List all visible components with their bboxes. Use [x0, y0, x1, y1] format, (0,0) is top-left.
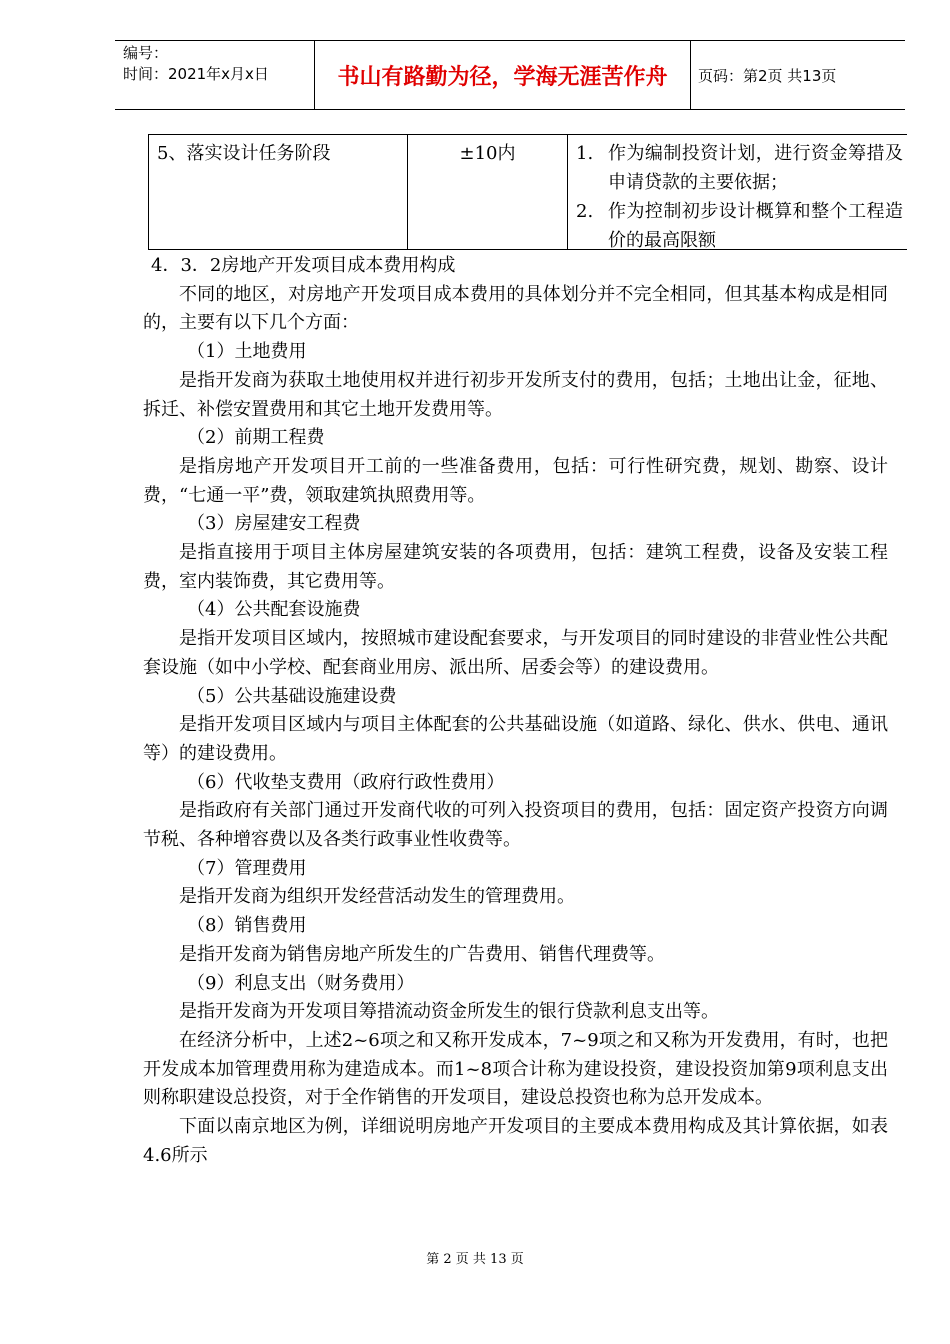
page-footer: 第 2 页 共 13 页	[426, 1252, 524, 1267]
accuracy-cell: ±10内	[408, 135, 568, 249]
cost-item-title: （7）管理费用	[187, 857, 307, 879]
cost-item-desc: 是指开发商为组织开发经营活动发生的管理费用。	[179, 886, 575, 908]
purpose-item-number: 2.	[576, 201, 594, 222]
purpose-cell	[568, 135, 907, 249]
header-meta	[115, 41, 315, 109]
cost-item-title: （4）公共配套设施费	[187, 599, 361, 621]
purpose-item-number: 1.	[576, 143, 594, 164]
cost-item-desc: 是指开发商为销售房地产所发生的广告费用、销售代理费等。	[179, 943, 665, 965]
summary-paragraph: 在经济分析中，上述2~6项之和又称开发成本，7~9项之和又称为开发费用，有时，也把开发成本加管理费用称为建造成本。而1~8项合计称为建设投资，建设投资加第9项利息支出则称职建设总投资，对于全作销售的开发项目，建设总投资也称为总开发成本。	[143, 1029, 888, 1109]
code-label: 编号：	[123, 44, 169, 62]
cost-item-title: （9）利息支出（财务费用）	[187, 972, 415, 994]
cost-item-desc: 是指开发项目区域内与项目主体配套的公共基础设施（如道路、绿化、供水、供电、通讯等）的建设费用。	[143, 714, 888, 764]
purpose-item	[576, 139, 903, 197]
header-motto: 书山有路勤为径，学海无涯苦作舟	[315, 41, 691, 109]
cost-item-desc: 是指开发商为开发项目筹措流动资金所发生的银行贷款利息支出等。	[179, 1001, 719, 1023]
cost-item-title: （5）公共基础设施建设费	[187, 685, 397, 707]
cost-item-title: （6）代收垫支费用（政府行政性费用）	[187, 771, 505, 793]
estimate-table-row	[148, 134, 907, 250]
cost-item-title: （3）房屋建安工程费	[187, 513, 361, 535]
intro-paragraph: 不同的地区，对房地产开发项目成本费用的具体划分并不完全相同，但其基本构成是相同的，主要有以下几个方面：	[143, 283, 888, 334]
purpose-item	[576, 197, 903, 255]
cost-item-desc: 是指开发商为获取土地使用权并进行初步开发所支付的费用，包括；土地出让金，征地、拆迁、补偿安置费用和其它土地开发费用等。	[143, 369, 888, 420]
section-title: 4．3．2房地产开发项目成本费用构成	[151, 255, 456, 276]
cost-item-title: （1）土地费用	[187, 341, 307, 363]
cost-item-desc: 是指房地产开发项目开工前的一些准备费用，包括：可行性研究费，规划、勘察、设计费，“七通一平”费，领取建筑执照费用等。	[143, 455, 888, 506]
time-label: 时间：2021年x月x日	[123, 65, 269, 83]
purpose-item-text: 作为编制投资计划，进行资金筹措及申请贷款的主要依据；	[608, 143, 903, 193]
cost-item-desc: 是指开发项目区域内，按照城市建设配套要求，与开发项目的同时建设的非营业性公共配套设施（如中小学校、配套商业用房、派出所、居委会等）的建设费用。	[143, 628, 888, 678]
cost-item-title: （8）销售费用	[187, 915, 307, 937]
closing-paragraph: 下面以南京地区为例，详细说明房地产开发项目的主要成本费用构成及其计算依据，如表4.6所示	[143, 1116, 888, 1166]
stage-cell: 5、落实设计任务阶段	[148, 135, 408, 249]
page-header	[115, 40, 905, 110]
document-body	[143, 252, 888, 1171]
cost-item-desc: 是指政府有关部门通过开发商代收的可列入投资项目的费用，包括：固定资产投资方向调节税、各种增容费以及各类行政事业性收费等。	[143, 800, 888, 851]
header-page-label: 页码：第2页 共13页	[698, 66, 837, 85]
cost-item-title: （2）前期工程费	[187, 427, 325, 449]
purpose-item-text: 作为控制初步设计概算和整个工程造价的最高限额	[608, 201, 903, 251]
cost-item-desc: 是指直接用于项目主体房屋建筑安装的各项费用，包括：建筑工程费，设备及安装工程费，室内装饰费，其它费用等。	[143, 542, 888, 592]
